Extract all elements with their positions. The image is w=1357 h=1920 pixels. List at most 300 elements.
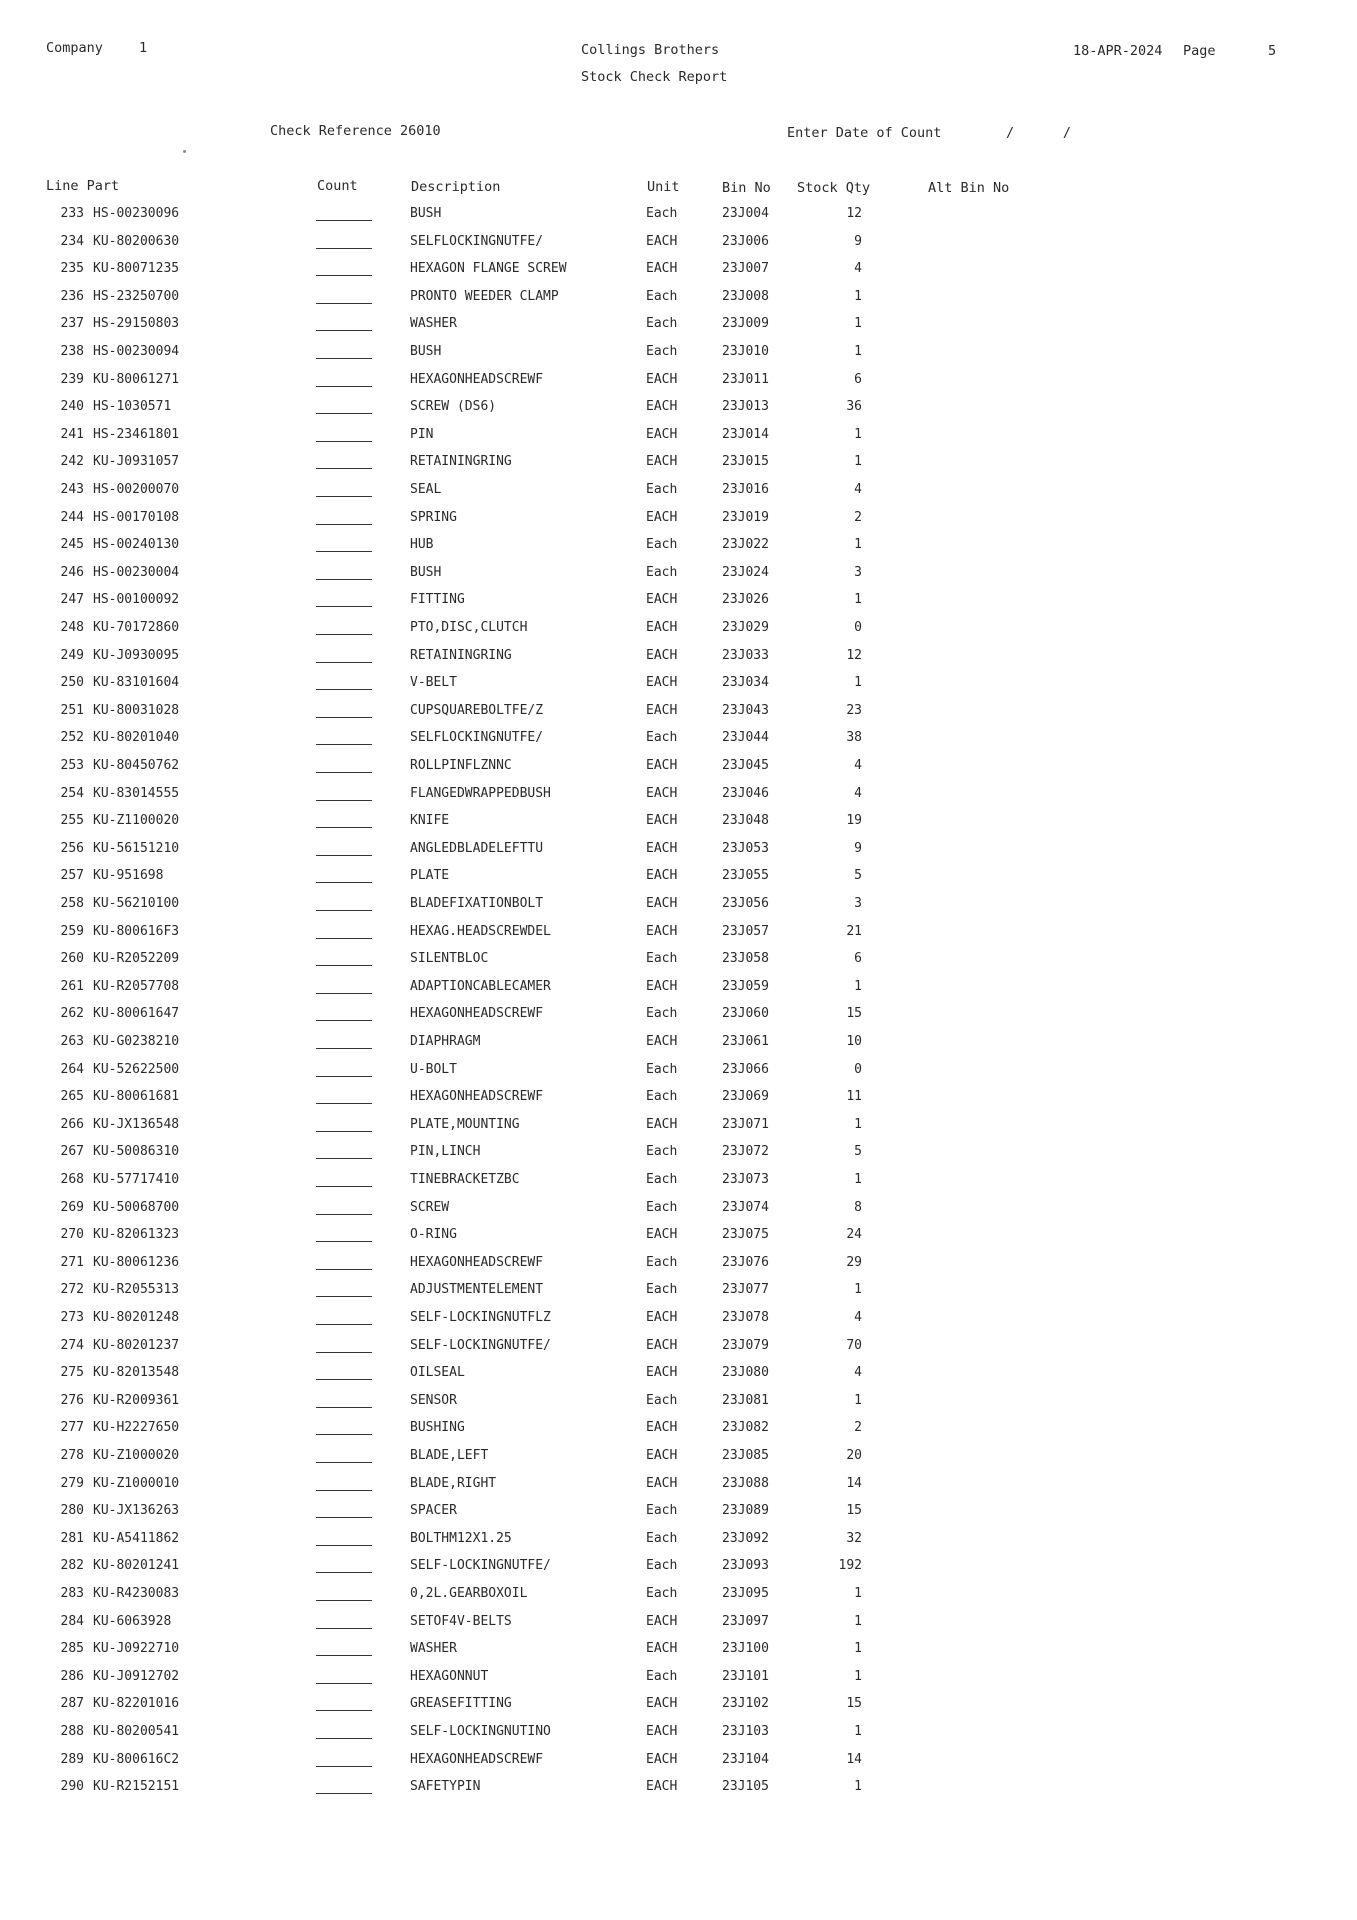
part-number: HS-00230094: [93, 344, 180, 359]
part-number: KU-82201016: [93, 1696, 180, 1711]
line-number: 238: [60, 344, 84, 359]
count-entry-field[interactable]: [316, 843, 372, 856]
unit: EACH: [646, 1779, 678, 1794]
description: SELF-LOCKINGNUTFLZ: [410, 1310, 551, 1325]
count-entry-field[interactable]: [316, 788, 372, 801]
line-number: 283: [60, 1586, 84, 1601]
part-number: KU-R4230083: [93, 1586, 180, 1601]
stock-qty: 1: [854, 1724, 862, 1739]
description: WASHER: [410, 1641, 457, 1656]
table-row: [0, 868, 1357, 884]
table-row: [0, 1779, 1357, 1795]
line-number: 245: [60, 537, 84, 552]
description: HEXAGONHEADSCREWF: [410, 1006, 544, 1021]
part-number: KU-J0931057: [93, 454, 180, 469]
bin-number: 23J033: [722, 648, 769, 663]
count-entry-field[interactable]: [316, 815, 372, 828]
unit: EACH: [646, 924, 678, 939]
count-entry-field[interactable]: [316, 594, 372, 607]
stock-qty: 24: [846, 1227, 862, 1242]
count-entry-field[interactable]: [316, 1616, 372, 1629]
count-entry-field[interactable]: [316, 760, 372, 773]
col-count: Count: [317, 178, 358, 194]
description: SAFETYPIN: [410, 1779, 481, 1794]
count-entry-field[interactable]: [316, 1450, 372, 1463]
line-number: 281: [60, 1531, 84, 1546]
count-entry-field[interactable]: [316, 1036, 372, 1049]
part-number: KU-80200541: [93, 1724, 180, 1739]
count-entry-field[interactable]: [316, 539, 372, 552]
stock-qty: 1: [854, 1282, 862, 1297]
part-number: KU-80201241: [93, 1558, 180, 1573]
count-entry-field[interactable]: [316, 1202, 372, 1215]
table-row: [0, 316, 1357, 332]
col-alt-bin-no: Alt Bin No: [928, 180, 1010, 196]
line-number: 246: [60, 565, 84, 580]
count-entry-field[interactable]: [316, 1698, 372, 1711]
unit: EACH: [646, 1365, 678, 1380]
count-entry-field[interactable]: [316, 870, 372, 883]
stock-qty: 19: [846, 813, 862, 828]
bin-number: 23J078: [722, 1310, 769, 1325]
company-number: 1: [139, 40, 148, 56]
count-entry-field[interactable]: [316, 374, 372, 387]
unit: EACH: [646, 786, 678, 801]
description: HEXAG.HEADSCREWDEL: [410, 924, 551, 939]
line-number: 236: [60, 289, 84, 304]
description: TINEBRACKETZBC: [410, 1172, 520, 1187]
unit: EACH: [646, 454, 678, 469]
unit: EACH: [646, 592, 678, 607]
table-row: [0, 1338, 1357, 1354]
part-number: KU-Z1100020: [93, 813, 180, 828]
description: SCREW: [410, 1200, 450, 1215]
table-row: [0, 372, 1357, 388]
line-number: 257: [60, 868, 84, 883]
bin-number: 23J095: [722, 1586, 769, 1601]
description: SCREW (DS6): [410, 399, 497, 414]
count-entry-field[interactable]: [316, 1340, 372, 1353]
description: RETAININGRING: [410, 454, 512, 469]
unit: Each: [646, 289, 678, 304]
part-number: KU-80031028: [93, 703, 180, 718]
part-number: KU-52622500: [93, 1062, 180, 1077]
unit: Each: [646, 1006, 678, 1021]
stock-qty: 12: [846, 648, 862, 663]
bin-number: 23J071: [722, 1117, 769, 1132]
unit: EACH: [646, 1641, 678, 1656]
description: SELF-LOCKINGNUTINO: [410, 1724, 551, 1739]
page-label: Page: [1183, 43, 1216, 59]
unit: Each: [646, 1558, 678, 1573]
part-number: KU-Z1000020: [93, 1448, 180, 1463]
count-entry-field[interactable]: [316, 1643, 372, 1656]
count-entry-field[interactable]: [316, 650, 372, 663]
description: PTO,DISC,CLUTCH: [410, 620, 528, 635]
count-entry-field[interactable]: [316, 926, 372, 939]
line-number: 248: [60, 620, 84, 635]
table-row: [0, 1006, 1357, 1022]
count-entry-field[interactable]: [316, 1505, 372, 1518]
count-entry-field[interactable]: [316, 1588, 372, 1601]
enter-date-label: Enter Date of Count: [787, 125, 942, 141]
description: WASHER: [410, 316, 457, 331]
stock-qty: 11: [846, 1089, 862, 1104]
unit: EACH: [646, 372, 678, 387]
bin-number: 23J034: [722, 675, 769, 690]
line-number: 264: [60, 1062, 84, 1077]
bin-number: 23J072: [722, 1144, 769, 1159]
stock-qty: 6: [854, 372, 862, 387]
part-number: KU-R2052209: [93, 951, 180, 966]
stock-qty: 14: [846, 1752, 862, 1767]
line-number: 261: [60, 979, 84, 994]
stock-qty: 4: [854, 786, 862, 801]
count-entry-field[interactable]: [316, 346, 372, 359]
part-number: KU-A5411862: [93, 1531, 180, 1546]
bin-number: 23J085: [722, 1448, 769, 1463]
table-row: [0, 675, 1357, 691]
table-row: [0, 1724, 1357, 1740]
part-number: KU-R2152151: [93, 1779, 180, 1794]
stock-qty: 3: [854, 565, 862, 580]
part-number: HS-00230096: [93, 206, 180, 221]
stock-qty: 2: [854, 1420, 862, 1435]
stock-qty: 12: [846, 206, 862, 221]
count-entry-field[interactable]: [316, 1257, 372, 1270]
bin-number: 23J009: [722, 316, 769, 331]
unit: EACH: [646, 1614, 678, 1629]
unit: EACH: [646, 1724, 678, 1739]
description: BUSH: [410, 206, 442, 221]
bin-number: 23J010: [722, 344, 769, 359]
description: SELFLOCKINGNUTFE/: [410, 234, 544, 249]
description: ROLLPINFLZNNC: [410, 758, 512, 773]
count-entry-field[interactable]: [316, 1119, 372, 1132]
stock-qty: 20: [846, 1448, 862, 1463]
bin-number: 23J079: [722, 1338, 769, 1353]
bin-number: 23J014: [722, 427, 769, 442]
unit: Each: [646, 1200, 678, 1215]
stock-qty: 1: [854, 592, 862, 607]
part-number: KU-80450762: [93, 758, 180, 773]
description: HEXAGONHEADSCREWF: [410, 1255, 544, 1270]
stock-qty: 21: [846, 924, 862, 939]
unit: EACH: [646, 841, 678, 856]
line-number: 265: [60, 1089, 84, 1104]
unit: EACH: [646, 813, 678, 828]
count-entry-field[interactable]: [316, 1146, 372, 1159]
part-number: KU-80061271: [93, 372, 180, 387]
table-row: [0, 979, 1357, 995]
page-number: 5: [1268, 43, 1277, 59]
bin-number: 23J057: [722, 924, 769, 939]
description: SPRING: [410, 510, 457, 525]
unit: Each: [646, 1062, 678, 1077]
table-row: [0, 592, 1357, 608]
bin-number: 23J075: [722, 1227, 769, 1242]
count-entry-field[interactable]: [316, 567, 372, 580]
stock-qty: 1: [854, 1641, 862, 1656]
count-entry-field[interactable]: [316, 1478, 372, 1491]
table-row: [0, 703, 1357, 719]
bin-number: 23J076: [722, 1255, 769, 1270]
line-number: 244: [60, 510, 84, 525]
count-entry-field[interactable]: [316, 1754, 372, 1767]
table-row: [0, 1255, 1357, 1271]
count-entry-field[interactable]: [316, 512, 372, 525]
part-number: HS-23250700: [93, 289, 180, 304]
unit: Each: [646, 344, 678, 359]
table-row: [0, 1614, 1357, 1630]
bin-number: 23J026: [722, 592, 769, 607]
line-number: 254: [60, 786, 84, 801]
table-row: [0, 399, 1357, 415]
col-description: Description: [411, 179, 501, 195]
part-number: KU-J0922710: [93, 1641, 180, 1656]
description: PIN,LINCH: [410, 1144, 481, 1159]
part-number: KU-J0912702: [93, 1669, 180, 1684]
unit: Each: [646, 316, 678, 331]
count-entry-field[interactable]: [316, 1533, 372, 1546]
line-number: 280: [60, 1503, 84, 1518]
table-row: [0, 1310, 1357, 1326]
bin-number: 23J022: [722, 537, 769, 552]
count-entry-field[interactable]: [316, 1671, 372, 1684]
part-number: KU-80200630: [93, 234, 180, 249]
count-entry-field[interactable]: [316, 1781, 372, 1794]
unit: EACH: [646, 1227, 678, 1242]
part-number: KU-83101604: [93, 675, 180, 690]
line-number: 237: [60, 316, 84, 331]
bin-number: 23J029: [722, 620, 769, 635]
table-row: [0, 1227, 1357, 1243]
description: SEAL: [410, 482, 442, 497]
part-number: HS-1030571: [93, 399, 172, 414]
count-entry-field[interactable]: [316, 1312, 372, 1325]
unit: EACH: [646, 1034, 678, 1049]
stock-qty: 1: [854, 427, 862, 442]
count-entry-field[interactable]: [316, 1367, 372, 1380]
report-date: 18-APR-2024: [1073, 43, 1163, 59]
unit: Each: [646, 730, 678, 745]
line-number: 288: [60, 1724, 84, 1739]
part-number: HS-00230004: [93, 565, 180, 580]
description: PLATE,MOUNTING: [410, 1117, 520, 1132]
stock-qty: 4: [854, 261, 862, 276]
description: V-BELT: [410, 675, 457, 690]
count-entry-field[interactable]: [316, 263, 372, 276]
part-number: KU-J0930095: [93, 648, 180, 663]
bin-number: 23J102: [722, 1696, 769, 1711]
unit: Each: [646, 1172, 678, 1187]
count-entry-field[interactable]: [316, 1174, 372, 1187]
table-row: [0, 758, 1357, 774]
unit: EACH: [646, 703, 678, 718]
bin-number: 23J048: [722, 813, 769, 828]
count-entry-field[interactable]: [316, 456, 372, 469]
stock-qty: 1: [854, 289, 862, 304]
stock-qty: 1: [854, 537, 862, 552]
company-label: Company: [46, 40, 103, 56]
part-number: KU-50068700: [93, 1200, 180, 1215]
description: ADJUSTMENTELEMENT: [410, 1282, 544, 1297]
table-row: [0, 289, 1357, 305]
line-number: 270: [60, 1227, 84, 1242]
description: BLADEFIXATIONBOLT: [410, 896, 544, 911]
count-entry-field[interactable]: [316, 898, 372, 911]
unit: EACH: [646, 510, 678, 525]
count-entry-field[interactable]: [316, 677, 372, 690]
stock-qty: 36: [846, 399, 862, 414]
part-number: KU-82061323: [93, 1227, 180, 1242]
part-number: HS-29150803: [93, 316, 180, 331]
count-entry-field[interactable]: [316, 1422, 372, 1435]
stock-qty: 1: [854, 1779, 862, 1794]
line-number: 239: [60, 372, 84, 387]
unit: EACH: [646, 1752, 678, 1767]
count-entry-field[interactable]: [316, 1726, 372, 1739]
bin-number: 23J100: [722, 1641, 769, 1656]
stock-qty: 8: [854, 1200, 862, 1215]
company-name: Collings Brothers: [581, 42, 720, 58]
part-number: KU-H2227650: [93, 1420, 180, 1435]
stock-qty: 1: [854, 979, 862, 994]
bin-number: 23J015: [722, 454, 769, 469]
part-number: KU-JX136263: [93, 1503, 180, 1518]
count-entry-field[interactable]: [316, 208, 372, 221]
unit: EACH: [646, 1420, 678, 1435]
bin-number: 23J059: [722, 979, 769, 994]
table-row: [0, 1393, 1357, 1409]
count-entry-field[interactable]: [316, 484, 372, 497]
col-stock-qty: Stock Qty: [797, 180, 871, 196]
count-entry-field[interactable]: [316, 622, 372, 635]
bin-number: 23J019: [722, 510, 769, 525]
part-number: KU-6063928: [93, 1614, 172, 1629]
part-number: KU-70172860: [93, 620, 180, 635]
count-entry-field[interactable]: [316, 1008, 372, 1021]
stock-qty: 1: [854, 1669, 862, 1684]
description: HEXAGONHEADSCREWF: [410, 1089, 544, 1104]
table-row: [0, 896, 1357, 912]
count-entry-field[interactable]: [316, 1229, 372, 1242]
line-number: 263: [60, 1034, 84, 1049]
line-number: 241: [60, 427, 84, 442]
unit: EACH: [646, 1448, 678, 1463]
table-row: [0, 1062, 1357, 1078]
count-entry-field[interactable]: [316, 429, 372, 442]
line-number: 249: [60, 648, 84, 663]
bin-number: 23J088: [722, 1476, 769, 1491]
unit: EACH: [646, 1696, 678, 1711]
part-number: HS-00200070: [93, 482, 180, 497]
table-row: [0, 1420, 1357, 1436]
bin-number: 23J066: [722, 1062, 769, 1077]
line-number: 285: [60, 1641, 84, 1656]
part-number: KU-80201237: [93, 1338, 180, 1353]
line-number: 268: [60, 1172, 84, 1187]
description: BUSH: [410, 565, 442, 580]
description: SELF-LOCKINGNUTFE/: [410, 1338, 551, 1353]
line-number: 277: [60, 1420, 84, 1435]
part-number: KU-800616C2: [93, 1752, 180, 1767]
bin-number: 23J074: [722, 1200, 769, 1215]
unit: EACH: [646, 1338, 678, 1353]
stock-qty: 15: [846, 1503, 862, 1518]
description: O-RING: [410, 1227, 457, 1242]
stock-qty: 1: [854, 454, 862, 469]
count-entry-field[interactable]: [316, 1560, 372, 1573]
bin-number: 23J069: [722, 1089, 769, 1104]
table-row: [0, 1696, 1357, 1712]
line-number: 278: [60, 1448, 84, 1463]
unit: Each: [646, 1586, 678, 1601]
part-number: HS-00170108: [93, 510, 180, 525]
stock-qty: 1: [854, 1614, 862, 1629]
table-row: [0, 261, 1357, 277]
table-row: [0, 1641, 1357, 1657]
description: BUSHING: [410, 1420, 465, 1435]
stock-qty: 15: [846, 1006, 862, 1021]
table-row: [0, 1752, 1357, 1768]
bin-number: 23J089: [722, 1503, 769, 1518]
stock-qty: 1: [854, 1172, 862, 1187]
description: SENSOR: [410, 1393, 457, 1408]
bin-number: 23J082: [722, 1420, 769, 1435]
table-row: [0, 1448, 1357, 1464]
table-row: [0, 510, 1357, 526]
check-reference: Check Reference 26010: [270, 123, 441, 139]
bin-number: 23J092: [722, 1531, 769, 1546]
stock-qty: 1: [854, 1393, 862, 1408]
count-entry-field[interactable]: [316, 953, 372, 966]
description: BOLTHM12X1.25: [410, 1531, 512, 1546]
count-entry-field[interactable]: [316, 291, 372, 304]
bin-number: 23J060: [722, 1006, 769, 1021]
count-entry-field[interactable]: [316, 732, 372, 745]
line-number: 242: [60, 454, 84, 469]
count-entry-field[interactable]: [316, 981, 372, 994]
table-row: [0, 813, 1357, 829]
count-entry-field[interactable]: [316, 705, 372, 718]
count-entry-field[interactable]: [316, 1395, 372, 1408]
unit: EACH: [646, 261, 678, 276]
part-number: KU-800616F3: [93, 924, 180, 939]
description: SPACER: [410, 1503, 457, 1518]
line-number: 267: [60, 1144, 84, 1159]
line-number: 256: [60, 841, 84, 856]
table-row: [0, 1089, 1357, 1105]
bin-number: 23J105: [722, 1779, 769, 1794]
bin-number: 23J053: [722, 841, 769, 856]
stock-qty: 1: [854, 344, 862, 359]
stock-qty: 1: [854, 1117, 862, 1132]
description: KNIFE: [410, 813, 450, 828]
line-number: 235: [60, 261, 84, 276]
count-entry-field[interactable]: [316, 236, 372, 249]
count-entry-field[interactable]: [316, 401, 372, 414]
report-title: Stock Check Report: [581, 69, 728, 85]
count-entry-field[interactable]: [316, 1284, 372, 1297]
count-entry-field[interactable]: [316, 1064, 372, 1077]
table-row: [0, 537, 1357, 553]
line-number: 284: [60, 1614, 84, 1629]
bin-number: 23J058: [722, 951, 769, 966]
count-entry-field[interactable]: [316, 318, 372, 331]
line-number: 253: [60, 758, 84, 773]
count-entry-field[interactable]: [316, 1091, 372, 1104]
